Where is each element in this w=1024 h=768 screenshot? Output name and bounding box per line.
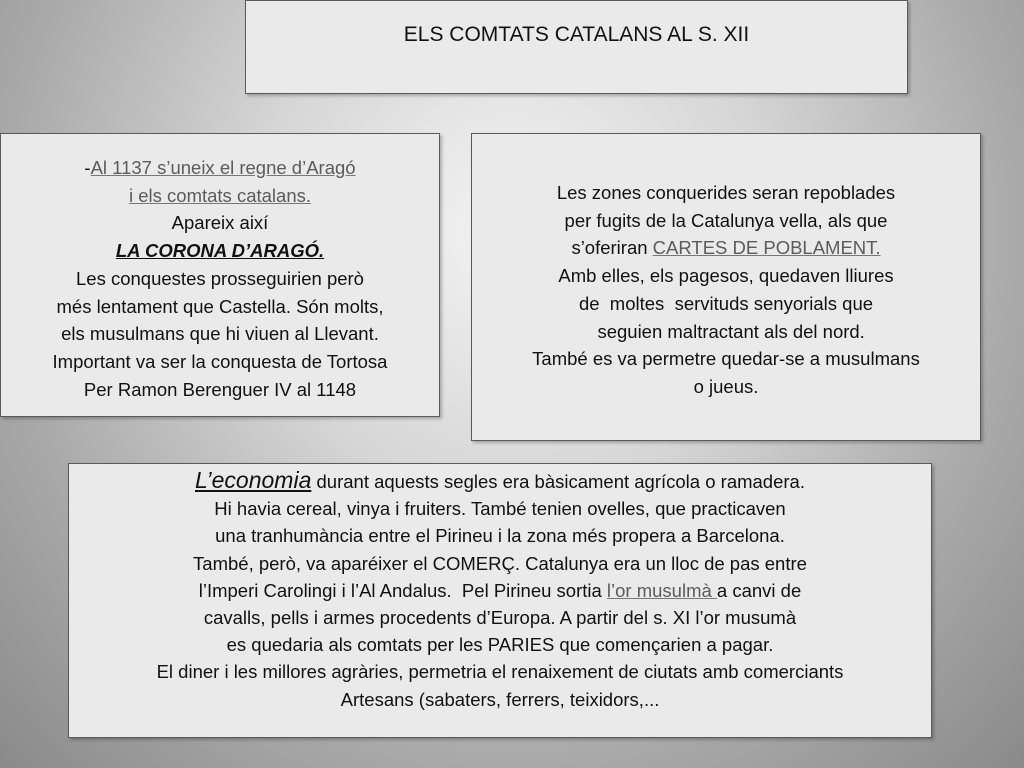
text-line: [69, 467, 931, 495]
economia-box: [68, 463, 932, 738]
text-line: els musulmans que hi viuen al Llevant.: [61, 323, 379, 345]
corona-arago-heading: LA CORONA D’ARAGÓ.: [115, 240, 325, 262]
text-line: per fugits de la Catalunya vella, als que: [564, 209, 888, 231]
slide-title: ELS COMTATS CATALANS AL S. XII: [403, 23, 750, 46]
text-line: [472, 234, 980, 262]
text-line: Apareix així: [171, 212, 269, 234]
line-rest: durant aquests segles era bàsicament agrícola o ramadera.: [311, 471, 805, 492]
text-line: També es va permetre quedar-se a musulmans: [532, 348, 920, 370]
text-line: També, però, va aparéixer el COMERÇ. Catalunya era un lloc de pas entre: [193, 552, 807, 574]
text-line: més lentament que Castella. Són molts,: [56, 295, 384, 317]
text-line: Les zones conquerides seran repoblades: [556, 182, 896, 203]
text-line: Important va ser la conquesta de Tortosa: [52, 350, 388, 372]
text-line: o jueus.: [693, 375, 759, 397]
corona-arago-box: [0, 133, 440, 417]
line-prefix: s’oferiran: [571, 237, 653, 259]
text-line: cavalls, pells i armes procedents d’Europa. A partir del s. XI l’or musumà: [203, 607, 797, 629]
text-line: Per Ramon Berenguer IV al 1148: [83, 378, 357, 400]
text-line: Les conquestes prosseguirien però: [76, 267, 364, 289]
line-suffix: a canvi de: [716, 579, 802, 601]
line-prefix: l’Imperi Carolingi i l’Al Andalus. Pel Pirineu sortia: [198, 579, 607, 601]
link-or-musulma[interactable]: l’or musulmà: [606, 579, 717, 601]
text-line: de moltes servituds senyorials que: [578, 292, 874, 314]
text-line: Hi havia cereal, vinya i fruiters. També tenien ovelles, que practicaven: [214, 498, 786, 520]
economia-heading: L’economia: [195, 467, 312, 493]
text-line: es quedaria als comtats per les PARIES que començarien a pagar.: [226, 634, 774, 656]
text-line: Amb elles, els pagesos, quedaven lliures: [558, 265, 894, 287]
text-line: una tranhumància entre el Pirineu i la zona més propera a Barcelona.: [215, 525, 785, 547]
text-line: [1, 237, 439, 265]
text-line: El diner i les millores agràries, permetria el renaixement de ciutats amb comerciants: [156, 661, 844, 683]
repoblament-text: [472, 179, 980, 401]
text-line: [69, 577, 931, 604]
text-line: [1, 182, 439, 210]
corona-arago-text: [1, 154, 439, 403]
title-box: [245, 0, 908, 94]
line-prefix: -: [84, 157, 91, 178]
link-union-1137[interactable]: Al 1137 s’uneix el regne d’Aragó: [90, 157, 356, 178]
repoblament-box: [471, 133, 981, 441]
text-line: [1, 154, 439, 182]
link-comtats-catalans[interactable]: i els comtats catalans.: [129, 184, 311, 206]
text-line: Artesans (sabaters, ferrers, teixidors,...: [340, 688, 660, 710]
link-cartes-poblament[interactable]: CARTES DE POBLAMENT.: [652, 237, 881, 259]
text-line: seguien maltractant als del nord.: [587, 320, 865, 342]
economia-text: [69, 467, 931, 713]
